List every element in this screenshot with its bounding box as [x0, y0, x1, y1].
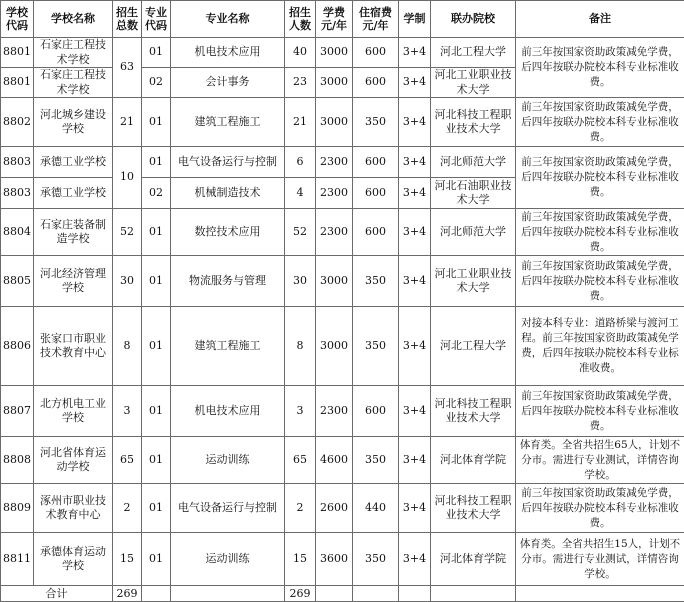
cell-major-name: 建筑工程施工 [171, 98, 285, 147]
cell-tuition: 2300 [316, 147, 353, 178]
cell-partner: 河北科技工程职业技术大学 [431, 98, 516, 147]
cell-duration: 3+4 [399, 68, 431, 98]
cell-dorm-fee: 600 [353, 68, 399, 98]
cell-school-code: 8809 [1, 484, 34, 533]
cell-note: 前三年按国家资助政策减免学费，后四年按联办院校本科专业标准收费。 [516, 256, 684, 307]
cell-total-enroll: 52 [113, 209, 142, 256]
cell-school-code: 8811 [1, 533, 34, 586]
cell-dorm-fee: 350 [353, 256, 399, 307]
cell-note: 前三年按国家资助政策减免学费，后四年按联办院校本科专业标准收费。 [516, 209, 684, 256]
cell-dorm-fee: 350 [353, 437, 399, 484]
cell-school-code: 8807 [1, 386, 34, 437]
table-row [1, 307, 684, 386]
cell-school-code: 8801 [1, 68, 34, 98]
cell-major-code: 01 [142, 147, 171, 178]
table-row [1, 38, 684, 68]
cell-duration: 3+4 [399, 147, 431, 178]
cell-enroll-count: 3 [285, 386, 316, 437]
cell-enroll-count: 65 [285, 437, 316, 484]
cell-total-enroll: 3 [113, 386, 142, 437]
cell-tuition: 3000 [316, 307, 353, 386]
cell-partner: 河北工业职业技术大学 [431, 68, 516, 98]
cell-school-name: 涿州市职业技术教育中心 [34, 484, 113, 533]
cell-tuition: 3000 [316, 68, 353, 98]
cell-enroll-count: 8 [285, 307, 316, 386]
cell-school-name: 石家庄工程技术学校 [34, 38, 113, 68]
cell-school-name: 承德工业学校 [34, 147, 113, 178]
cell-dorm-fee: 440 [353, 484, 399, 533]
table-row [1, 256, 684, 307]
cell-enroll-count: 40 [285, 38, 316, 68]
cell-enroll-count: 52 [285, 209, 316, 256]
cell-tuition: 3000 [316, 256, 353, 307]
cell-dorm-fee: 600 [353, 209, 399, 256]
cell-enroll-count: 4 [285, 178, 316, 209]
cell-school-name: 河北省体育运动学校 [34, 437, 113, 484]
cell-tuition: 3600 [316, 533, 353, 586]
header-major-code: 专业代码 [142, 1, 171, 38]
cell-total-enroll: 15 [113, 533, 142, 586]
cell-dorm-fee: 350 [353, 533, 399, 586]
cell-major-name: 电气设备运行与控制 [171, 484, 285, 533]
header-school-code: 学校代码 [1, 1, 34, 38]
cell-school-code: 8804 [1, 209, 34, 256]
cell-school-name: 北方机电工业学校 [34, 386, 113, 437]
cell-tuition: 2600 [316, 484, 353, 533]
header-major-name: 专业名称 [171, 1, 285, 38]
table-row [1, 484, 684, 533]
total-row [1, 586, 684, 602]
cell-partner: 河北科技工程职业技术大学 [431, 386, 516, 437]
cell-school-name: 河北经济管理学校 [34, 256, 113, 307]
cell-school-name: 张家口市职业技术教育中心 [34, 307, 113, 386]
cell-major-code: 01 [142, 38, 171, 68]
cell-major-code: 01 [142, 386, 171, 437]
total-label: 合计 [1, 586, 113, 602]
cell-enroll-count: 21 [285, 98, 316, 147]
empty-cell [431, 586, 516, 602]
cell-enroll-count: 6 [285, 147, 316, 178]
cell-partner: 河北石油职业技术大学 [431, 178, 516, 209]
cell-dorm-fee: 350 [353, 98, 399, 147]
cell-partner: 河北科技工程职业技术大学 [431, 484, 516, 533]
header-duration: 学制 [399, 1, 431, 38]
cell-total-enroll: 30 [113, 256, 142, 307]
cell-major-code: 02 [142, 68, 171, 98]
header-note: 备注 [516, 1, 684, 38]
cell-note: 体育类。全省共招生65人，计划不分市。需进行专业测试，详情咨询学校。 [516, 437, 684, 484]
cell-major-name: 运动训练 [171, 437, 285, 484]
table-row [1, 98, 684, 147]
cell-major-name: 数控技术应用 [171, 209, 285, 256]
cell-partner: 河北工程大学 [431, 307, 516, 386]
empty-cell [142, 586, 171, 602]
cell-note: 对接本科专业：道路桥梁与渡河工程。前三年按国家资助政策减免学费，后四年按联办院校本科专业标准收费。 [516, 307, 684, 386]
cell-partner: 河北体育学院 [431, 437, 516, 484]
cell-school-name: 承德体育运动学校 [34, 533, 113, 586]
cell-school-name: 石家庄装备制造学校 [34, 209, 113, 256]
cell-school-code: 8806 [1, 307, 34, 386]
cell-note: 体育类。全省共招生15人，计划不分市。需进行专业测试，详情咨询学校。 [516, 533, 684, 586]
cell-duration: 3+4 [399, 256, 431, 307]
cell-major-code: 01 [142, 256, 171, 307]
cell-major-name: 机电技术应用 [171, 38, 285, 68]
total-enroll: 269 [113, 586, 142, 602]
cell-major-name: 电气设备运行与控制 [171, 147, 285, 178]
cell-total-enroll: 2 [113, 484, 142, 533]
table-row [1, 209, 684, 256]
cell-partner: 河北体育学院 [431, 533, 516, 586]
header-total-enroll: 招生总数 [113, 1, 142, 38]
empty-cell [316, 586, 353, 602]
cell-duration: 3+4 [399, 98, 431, 147]
cell-note: 前三年按国家资助政策减免学费，后四年按联办院校本科专业标准收费。 [516, 38, 684, 98]
cell-duration: 3+4 [399, 437, 431, 484]
cell-note: 前三年按国家资助政策减免学费，后四年按联办院校本科专业标准收费。 [516, 386, 684, 437]
cell-school-name: 承德工业学校 [34, 178, 113, 209]
header-enroll-count: 招生人数 [285, 1, 316, 38]
cell-major-name: 机械制造技术 [171, 178, 285, 209]
cell-major-code: 01 [142, 209, 171, 256]
cell-total-enroll: 63 [113, 38, 142, 98]
cell-school-name: 石家庄工程技术学校 [34, 68, 113, 98]
cell-enroll-count: 23 [285, 68, 316, 98]
header-tuition: 学费元/年 [316, 1, 353, 38]
cell-partner: 河北工程大学 [431, 38, 516, 68]
cell-major-name: 会计事务 [171, 68, 285, 98]
cell-duration: 3+4 [399, 209, 431, 256]
cell-school-code: 8805 [1, 256, 34, 307]
cell-tuition: 2300 [316, 386, 353, 437]
cell-tuition: 4600 [316, 437, 353, 484]
cell-major-name: 运动训练 [171, 533, 285, 586]
cell-duration: 3+4 [399, 178, 431, 209]
table-row [1, 386, 684, 437]
cell-total-enroll: 10 [113, 147, 142, 209]
empty-cell [353, 586, 399, 602]
header-dorm-fee: 住宿费元/年 [353, 1, 399, 38]
cell-major-code: 01 [142, 98, 171, 147]
cell-major-code: 01 [142, 533, 171, 586]
empty-cell [399, 586, 431, 602]
cell-duration: 3+4 [399, 38, 431, 68]
cell-major-name: 建筑工程施工 [171, 307, 285, 386]
cell-school-code: 8803 [1, 147, 34, 178]
cell-dorm-fee: 600 [353, 38, 399, 68]
cell-duration: 3+4 [399, 386, 431, 437]
cell-school-code: 8801 [1, 38, 34, 68]
empty-cell [516, 586, 684, 602]
cell-major-name: 机电技术应用 [171, 386, 285, 437]
cell-total-enroll: 65 [113, 437, 142, 484]
header-row [1, 1, 684, 38]
cell-partner: 河北工业职业技术大学 [431, 256, 516, 307]
cell-note: 前三年按国家资助政策减免学费，后四年按联办院校本科专业标准收费。 [516, 484, 684, 533]
cell-school-code: 8808 [1, 437, 34, 484]
cell-note: 前三年按国家资助政策减免学费，后四年按联办院校本科专业标准收费。 [516, 147, 684, 209]
cell-major-code: 01 [142, 484, 171, 533]
cell-tuition: 2300 [316, 209, 353, 256]
cell-dorm-fee: 600 [353, 147, 399, 178]
cell-enroll-count: 2 [285, 484, 316, 533]
cell-tuition: 3000 [316, 98, 353, 147]
cell-dorm-fee: 600 [353, 386, 399, 437]
cell-school-name: 河北城乡建设学校 [34, 98, 113, 147]
cell-partner: 河北师范大学 [431, 147, 516, 178]
total-count: 269 [285, 586, 316, 602]
table-row [1, 147, 684, 178]
header-school-name: 学校名称 [34, 1, 113, 38]
cell-dorm-fee: 600 [353, 178, 399, 209]
empty-cell [171, 586, 285, 602]
cell-school-code: 8802 [1, 98, 34, 147]
cell-tuition: 2300 [316, 178, 353, 209]
cell-tuition: 3000 [316, 38, 353, 68]
cell-major-code: 01 [142, 307, 171, 386]
header-partner: 联办院校 [431, 1, 516, 38]
cell-major-name: 物流服务与管理 [171, 256, 285, 307]
cell-school-code: 8803 [1, 178, 34, 209]
table-row [1, 437, 684, 484]
cell-duration: 3+4 [399, 484, 431, 533]
cell-total-enroll: 8 [113, 307, 142, 386]
cell-dorm-fee: 350 [353, 307, 399, 386]
cell-partner: 河北师范大学 [431, 209, 516, 256]
cell-enroll-count: 30 [285, 256, 316, 307]
cell-note: 前三年按国家资助政策减免学费，后四年按联办院校本科专业标准收费。 [516, 98, 684, 147]
cell-enroll-count: 15 [285, 533, 316, 586]
cell-major-code: 01 [142, 437, 171, 484]
cell-major-code: 02 [142, 178, 171, 209]
cell-duration: 3+4 [399, 533, 431, 586]
cell-total-enroll: 21 [113, 98, 142, 147]
cell-duration: 3+4 [399, 307, 431, 386]
table-row [1, 533, 684, 586]
